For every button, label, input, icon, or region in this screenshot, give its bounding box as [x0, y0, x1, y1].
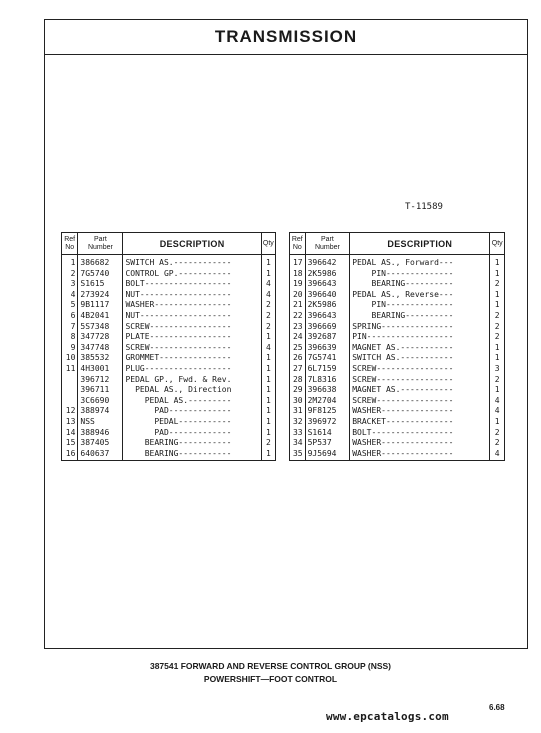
ref-number: 24	[290, 332, 306, 343]
quantity: 1	[490, 300, 505, 311]
table-row	[62, 279, 276, 290]
part-number: 3C6690	[78, 396, 123, 407]
part-number: 2M2704	[305, 396, 350, 407]
part-number: 5S7348	[78, 322, 123, 333]
table-row	[62, 353, 276, 364]
quantity: 1	[490, 255, 505, 269]
description: PIN--------------	[350, 300, 490, 311]
quantity: 1	[490, 417, 505, 428]
quantity: 1	[261, 428, 275, 439]
quantity: 1	[261, 375, 275, 386]
header-description: DESCRIPTION	[350, 233, 490, 255]
description: BEARING----------	[350, 311, 490, 322]
description: WASHER---------------	[350, 406, 490, 417]
description: BEARING----------	[350, 279, 490, 290]
quantity: 2	[490, 375, 505, 386]
description: WASHER----------------	[123, 300, 261, 311]
part-number: S1614	[305, 428, 350, 439]
header-part-number: Part Number	[305, 233, 350, 255]
quantity: 1	[261, 385, 275, 396]
table-row	[290, 364, 505, 375]
ref-number: 1	[62, 255, 78, 269]
description: PEDAL-----------	[123, 417, 261, 428]
quantity: 1	[261, 406, 275, 417]
table-row	[290, 279, 505, 290]
description: CONTROL GP.-----------	[123, 269, 261, 280]
table-row	[290, 396, 505, 407]
quantity: 1	[261, 417, 275, 428]
ref-number: 8	[62, 332, 78, 343]
table-row	[62, 428, 276, 439]
page-number: 6.68	[489, 703, 505, 712]
ref-number	[62, 375, 78, 386]
table-row	[290, 332, 505, 343]
quantity: 1	[490, 290, 505, 301]
quantity: 4	[490, 396, 505, 407]
description: WASHER---------------	[350, 438, 490, 449]
caption-line-1: 387541 FORWARD AND REVERSE CONTROL GROUP (NSS)	[149, 661, 392, 671]
quantity: 1	[261, 332, 275, 343]
quantity: 4	[261, 279, 275, 290]
ref-number: 9	[62, 343, 78, 354]
part-number: 347748	[78, 343, 123, 354]
ref-number: 35	[290, 449, 306, 461]
quantity: 1	[261, 364, 275, 375]
part-number: 347728	[78, 332, 123, 343]
ref-number: 7	[62, 322, 78, 333]
part-number: 396643	[305, 311, 350, 322]
description: SCREW----------------	[350, 375, 490, 386]
description: BOLT------------------	[123, 279, 261, 290]
description: WASHER---------------	[350, 449, 490, 461]
ref-number: 23	[290, 322, 306, 333]
table-row	[290, 417, 505, 428]
table-row	[290, 343, 505, 354]
description: NUT-------------------	[123, 290, 261, 301]
part-number: 5P537	[305, 438, 350, 449]
part-number: NSS	[78, 417, 123, 428]
table-row	[62, 269, 276, 280]
quantity: 1	[490, 269, 505, 280]
ref-number: 13	[62, 417, 78, 428]
table-row	[62, 322, 276, 333]
parts-list-right	[290, 255, 505, 461]
table-row	[290, 290, 505, 301]
header-qty: Qty	[261, 233, 275, 255]
table-row	[290, 375, 505, 386]
quantity: 1	[261, 255, 275, 269]
description: SCREW-----------------	[123, 343, 261, 354]
description: BRACKET--------------	[350, 417, 490, 428]
description: SCREW----------------	[350, 396, 490, 407]
quantity: 4	[261, 343, 275, 354]
table-row	[62, 385, 276, 396]
part-number: 392687	[305, 332, 350, 343]
parts-list-left	[62, 255, 276, 461]
ref-number: 34	[290, 438, 306, 449]
ref-number	[62, 396, 78, 407]
table-row	[62, 417, 276, 428]
quantity: 2	[261, 300, 275, 311]
description: BEARING-----------	[123, 449, 261, 461]
part-number: 396638	[305, 385, 350, 396]
quantity: 2	[490, 322, 505, 333]
ref-number: 28	[290, 375, 306, 386]
description: PEDAL AS., Direction	[123, 385, 261, 396]
description: SWITCH AS.-----------	[350, 353, 490, 364]
description: MAGNET AS.-----------	[350, 385, 490, 396]
table-row	[290, 438, 505, 449]
parts-table-left	[61, 232, 276, 461]
description: PAD-------------	[123, 428, 261, 439]
ref-number: 26	[290, 353, 306, 364]
caption-line-2: POWERSHIFT—FOOT CONTROL	[203, 674, 338, 684]
header-part-number: Part Number	[78, 233, 123, 255]
quantity: 2	[261, 438, 275, 449]
table-row	[62, 375, 276, 386]
ref-number: 32	[290, 417, 306, 428]
part-number: 2K5986	[305, 269, 350, 280]
description: PLUG------------------	[123, 364, 261, 375]
quantity: 2	[490, 332, 505, 343]
part-number: 9B1117	[78, 300, 123, 311]
description: SCREW-----------------	[123, 322, 261, 333]
quantity: 4	[490, 406, 505, 417]
part-number: 385532	[78, 353, 123, 364]
part-number: 6L7159	[305, 364, 350, 375]
quantity: 1	[261, 396, 275, 407]
ref-number: 12	[62, 406, 78, 417]
part-number: 387405	[78, 438, 123, 449]
part-number: 4H3001	[78, 364, 123, 375]
description: PEDAL AS.---------	[123, 396, 261, 407]
parts-table-right	[289, 232, 505, 461]
ref-number: 5	[62, 300, 78, 311]
part-number: 396642	[305, 255, 350, 269]
table-row	[62, 438, 276, 449]
quantity: 1	[261, 449, 275, 461]
quantity: 4	[261, 290, 275, 301]
website-watermark: www.epcatalogs.com	[326, 710, 449, 723]
header-qty: Qty	[490, 233, 505, 255]
description: PAD-------------	[123, 406, 261, 417]
table-row	[62, 311, 276, 322]
page-title: TRANSMISSION	[45, 20, 527, 55]
ref-number: 17	[290, 255, 306, 269]
part-number: 7G5740	[78, 269, 123, 280]
part-number: 396972	[305, 417, 350, 428]
description: GROMMET---------------	[123, 353, 261, 364]
quantity: 4	[490, 449, 505, 461]
ref-number: 31	[290, 406, 306, 417]
quantity: 2	[490, 311, 505, 322]
table-row	[290, 385, 505, 396]
table-row	[290, 322, 505, 333]
table-row	[290, 428, 505, 439]
table-row	[290, 300, 505, 311]
table-row	[290, 269, 505, 280]
ref-number: 25	[290, 343, 306, 354]
description: SPRING---------------	[350, 322, 490, 333]
table-row	[62, 255, 276, 269]
ref-number	[62, 385, 78, 396]
quantity: 2	[490, 428, 505, 439]
ref-number: 22	[290, 311, 306, 322]
part-number: 386682	[78, 255, 123, 269]
part-number: 396640	[305, 290, 350, 301]
table-row	[290, 449, 505, 461]
ref-number: 30	[290, 396, 306, 407]
part-number: 396669	[305, 322, 350, 333]
part-number: 396639	[305, 343, 350, 354]
quantity: 1	[490, 343, 505, 354]
table-row	[62, 364, 276, 375]
description: SWITCH AS.------------	[123, 255, 261, 269]
description: PEDAL GP., Fwd. & Rev.	[123, 375, 261, 386]
table-row	[62, 406, 276, 417]
ref-number: 33	[290, 428, 306, 439]
description: BOLT-----------------	[350, 428, 490, 439]
quantity: 2	[490, 438, 505, 449]
part-number: 640637	[78, 449, 123, 461]
part-number: 396643	[305, 279, 350, 290]
description: PIN------------------	[350, 332, 490, 343]
table-row	[290, 311, 505, 322]
description: MAGNET AS.-----------	[350, 343, 490, 354]
table-row	[62, 396, 276, 407]
part-number: 388946	[78, 428, 123, 439]
ref-number: 15	[62, 438, 78, 449]
figure-number: T-11589	[405, 202, 443, 212]
header-ref: Ref No	[62, 233, 78, 255]
quantity: 3	[490, 364, 505, 375]
part-number: 7G5741	[305, 353, 350, 364]
header-description: DESCRIPTION	[123, 233, 261, 255]
table-row	[290, 353, 505, 364]
ref-number: 19	[290, 279, 306, 290]
ref-number: 21	[290, 300, 306, 311]
description: PIN--------------	[350, 269, 490, 280]
description: PEDAL AS., Forward---	[350, 255, 490, 269]
description: SCREW----------------	[350, 364, 490, 375]
quantity: 1	[490, 353, 505, 364]
description: PEDAL AS., Reverse---	[350, 290, 490, 301]
ref-number: 18	[290, 269, 306, 280]
quantity: 1	[490, 385, 505, 396]
part-number: 396712	[78, 375, 123, 386]
ref-number: 4	[62, 290, 78, 301]
ref-number: 2	[62, 269, 78, 280]
part-number: 9F8125	[305, 406, 350, 417]
ref-number: 29	[290, 385, 306, 396]
ref-number: 6	[62, 311, 78, 322]
description: PLATE-----------------	[123, 332, 261, 343]
description: NUT-------------------	[123, 311, 261, 322]
table-row	[290, 255, 505, 269]
part-number: 9J5694	[305, 449, 350, 461]
part-number: 7L8316	[305, 375, 350, 386]
table-row	[290, 406, 505, 417]
ref-number: 14	[62, 428, 78, 439]
table-row	[62, 343, 276, 354]
header-ref: Ref No	[290, 233, 306, 255]
ref-number: 27	[290, 364, 306, 375]
part-number: 396711	[78, 385, 123, 396]
part-number: 388974	[78, 406, 123, 417]
quantity: 2	[490, 279, 505, 290]
part-number: 273924	[78, 290, 123, 301]
part-number: 2K5986	[305, 300, 350, 311]
quantity: 2	[261, 311, 275, 322]
ref-number: 11	[62, 364, 78, 375]
description: BEARING-----------	[123, 438, 261, 449]
quantity: 2	[261, 322, 275, 333]
quantity: 1	[261, 269, 275, 280]
table-row	[62, 290, 276, 301]
table-row	[62, 449, 276, 461]
ref-number: 3	[62, 279, 78, 290]
ref-number: 10	[62, 353, 78, 364]
table-row	[62, 332, 276, 343]
table-row	[62, 300, 276, 311]
ref-number: 16	[62, 449, 78, 461]
part-number: S1615	[78, 279, 123, 290]
part-number: 4B2041	[78, 311, 123, 322]
ref-number: 20	[290, 290, 306, 301]
quantity: 1	[261, 353, 275, 364]
